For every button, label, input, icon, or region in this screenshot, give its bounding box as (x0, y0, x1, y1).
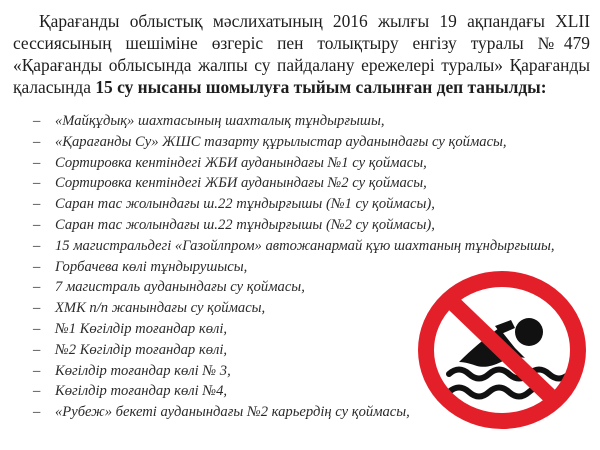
list-item-text: 15 магистральдегі «Газойлпром» автожанармай құю шахтаның тұндырғышы, (55, 237, 555, 254)
list-dash: – (33, 196, 41, 213)
list-dash: – (33, 216, 41, 233)
list-dash: – (33, 341, 41, 358)
list-item-text: «Майқұдық» шахтасының шахталық тұндырғышы, (55, 113, 385, 129)
list-dash: – (33, 362, 41, 379)
list-dash: – (33, 404, 41, 421)
list-dash: – (33, 175, 41, 192)
list-item-text: №2 Көгілдір тоғандар көлі, (55, 341, 228, 358)
list-item (33, 132, 573, 153)
list-item-text: №1 Көгілдір тоғандар көлі, (55, 320, 228, 337)
document-heading (13, 10, 590, 98)
list-dash: – (33, 154, 41, 171)
no-swimming-icon (413, 266, 591, 434)
list-dash: – (33, 320, 41, 337)
list-item-text: ХМК п/п жанындағы су қоймасы, (55, 300, 266, 317)
list-dash: – (33, 383, 41, 400)
list-item-text: Сортировка кентіндегі ЖБИ ауданындағы №2 су қоймасы, (55, 175, 427, 192)
list-item-text: Көгілдір тоғандар көлі №4, (55, 383, 228, 400)
list-item (33, 173, 573, 194)
list-item (33, 236, 573, 257)
list-item (33, 111, 573, 132)
list-item-text: Горбачева көлі тұндырушысы, (55, 258, 248, 275)
list-dash: – (33, 237, 41, 254)
list-dash: – (33, 279, 41, 296)
heading-emphasis: 15 су нысаны шомылуға тыйым салынған деп танылды: (95, 77, 547, 97)
list-item-text: «Қарағанды Су» ЖШС тазарту құрылыстар ауданындағы су қоймасы, (55, 133, 507, 150)
list-item-text: Саран тас жолындағы ш.22 тұндырғышы (№2 су қоймасы), (55, 216, 435, 233)
heading-text: Қарағанды облыстық мәслихатының 2016 жылғы 19 ақпандағы XLII сессиясының шешіміне өзгеріс пен толықтыру енгізу туралы №479 «Қарағанды облысында жалпы су пайдалану ережелері туралы» Қарағанды қаласында (13, 11, 590, 97)
list-item (33, 215, 573, 236)
list-item-text: Саран тас жолындағы ш.22 тұндырғышы (№1 су қоймасы), (55, 196, 435, 213)
list-dash: – (33, 300, 41, 317)
list-item-text: «Рубеж» бекеті ауданындағы №2 карьердің су қоймасы, (55, 404, 410, 421)
list-dash: – (33, 113, 41, 129)
list-item (33, 153, 573, 174)
list-item-text: Сортировка кентіндегі ЖБИ ауданындағы №1 су қоймасы, (55, 154, 427, 171)
list-dash: – (33, 133, 41, 150)
list-item-text: 7 магистраль ауданындағы су қоймасы, (55, 279, 305, 296)
list-dash: – (33, 258, 41, 275)
list-item (33, 194, 573, 215)
list-item-text: Көгілдір тоғандар көлі № 3, (55, 362, 231, 379)
